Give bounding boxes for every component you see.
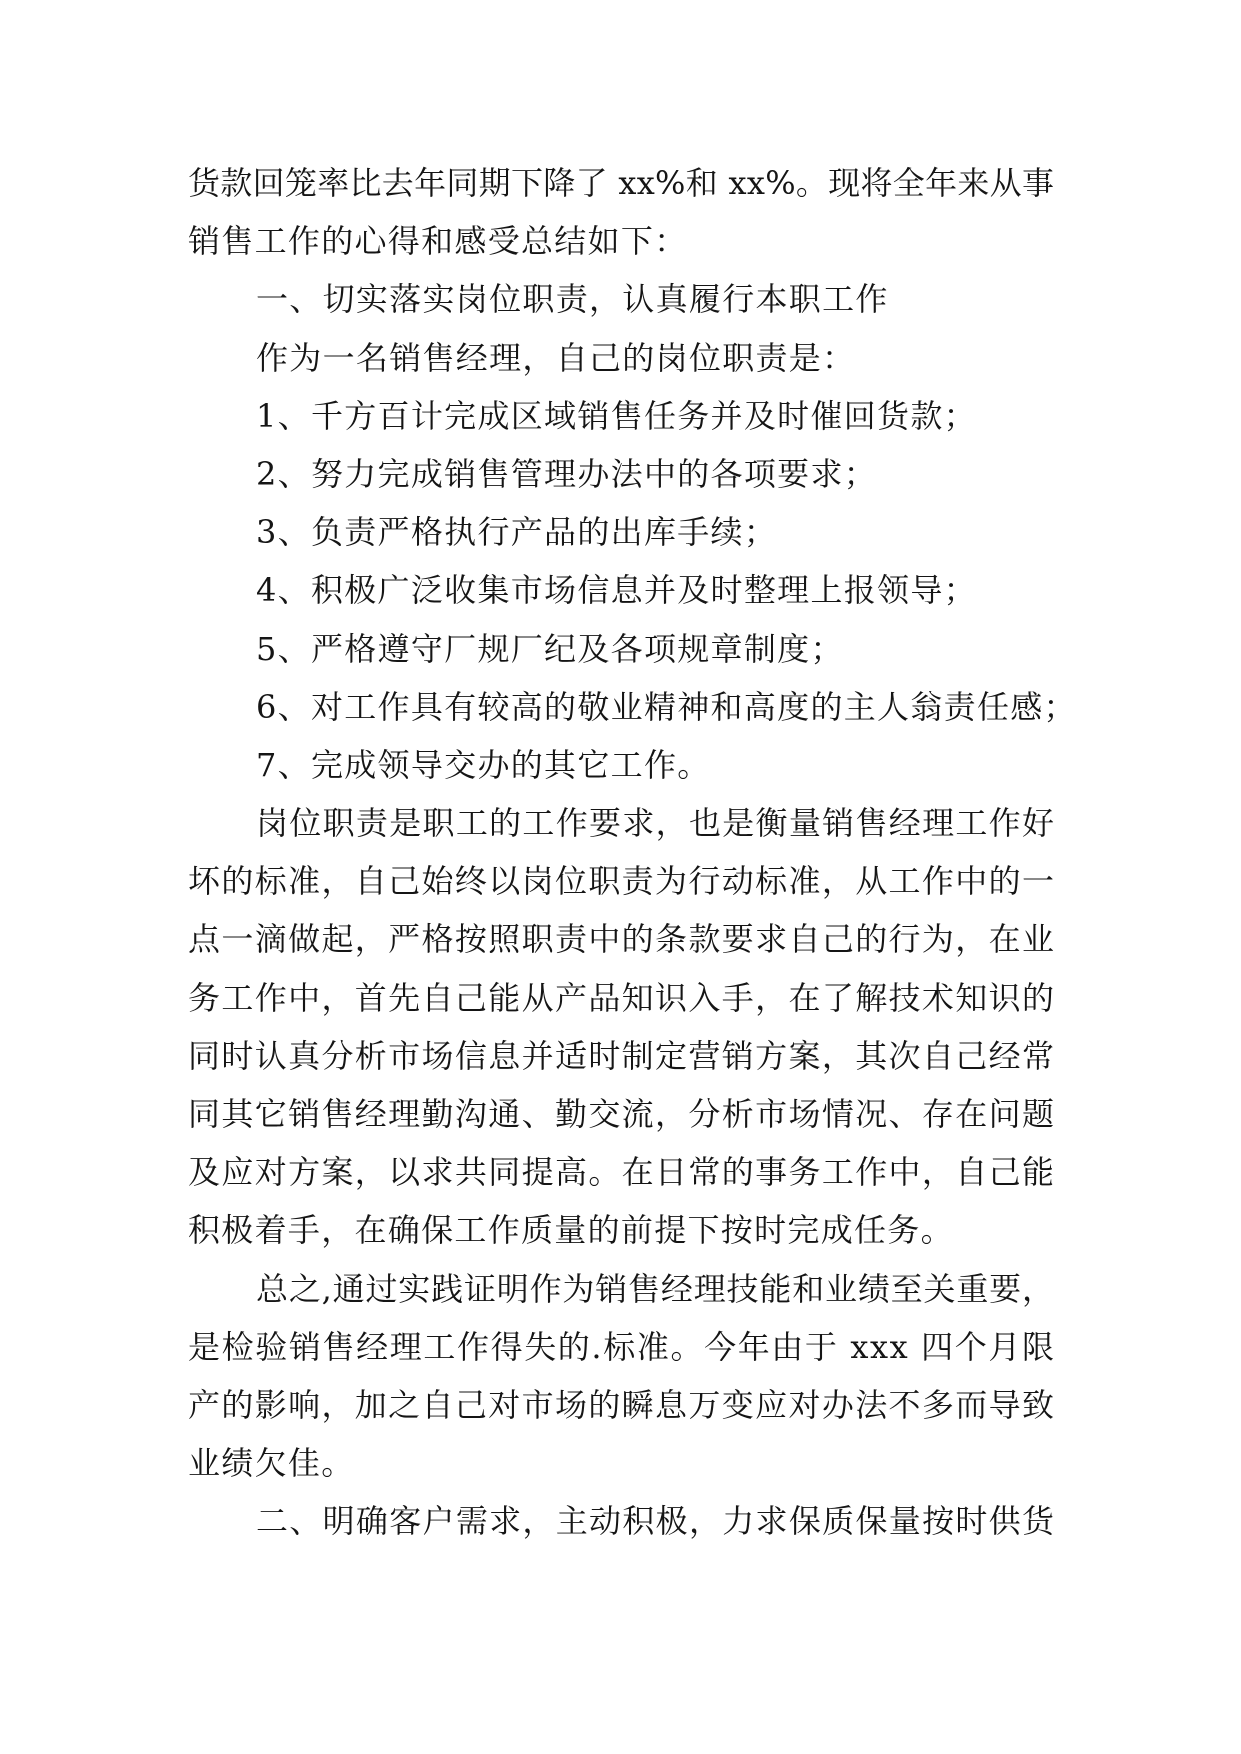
paragraph-line: 货款回笼率比去年同期下降了 xx%和 xx%。现将全年来从事 (188, 164, 1055, 202)
paragraph-line: 业绩欠佳。 (188, 1444, 355, 1483)
paragraph-line: 岗位职责是职工的工作要求，也是衡量销售经理工作好 (256, 804, 1056, 843)
paragraph-line: 务工作中，首先自己能从产品知识入手，在了解技术知识的 (188, 978, 1056, 1017)
paragraph-line: 及应对方案，以求共同提高。在日常的事务工作中，自己能 (188, 1153, 1056, 1192)
duty-item: 1、千方百计完成区域销售任务并及时催回货款； (256, 396, 977, 435)
duty-item: 7、完成领导交办的其它工作。 (256, 745, 711, 784)
duty-item: 6、对工作具有较高的敬业精神和高度的主人翁责任感； (256, 687, 1077, 726)
duties-list (188, 387, 1077, 794)
paragraph-line: 坏的标准，自己始终以岗位职责为行动标准，从工作中的一 (188, 862, 1056, 901)
duty-item: 5、严格遵守厂规厂纪及各项规章制度； (256, 629, 844, 668)
summary-paragraph (188, 1260, 1054, 1493)
paragraph-line: 点一滴做起，严格按照职责中的条款要求自己的行为，在业 (188, 920, 1056, 959)
paragraph-line: 是检验销售经理工作得失的.标准。今年由于 xxx 四个月限 (188, 1327, 1056, 1366)
discussion-paragraph (188, 794, 1054, 1260)
section-heading-1: 一、切实落实岗位职责，认真履行本职工作 (256, 280, 889, 319)
duties-intro: 作为一名销售经理，自己的岗位职责是： (256, 338, 856, 377)
duty-item: 4、积极广泛收集市场信息并及时整理上报领导； (256, 571, 977, 610)
paragraph-line: 积极着手，在确保工作质量的前提下按时完成任务。 (188, 1211, 954, 1250)
section-heading-2: 二、明确客户需求，主动积极，力求保质保量按时供货 (256, 1502, 1056, 1541)
intro-paragraph (188, 154, 1054, 270)
paragraph-line: 同其它销售经理勤沟通、勤交流，分析市场情况、存在问题 (188, 1095, 1056, 1133)
paragraph-line: 总之,通过实践证明作为销售经理技能和业绩至关重要， (256, 1269, 1055, 1308)
document-body (188, 154, 1077, 1551)
paragraph-line: 销售工作的心得和感受总结如下： (188, 222, 688, 261)
paragraph-line: 同时认真分析市场信息并适时制定营销方案，其次自己经常 (188, 1036, 1056, 1075)
duty-item: 2、努力完成销售管理办法中的各项要求； (256, 454, 878, 493)
duty-item: 3、负责严格执行产品的出库手续； (256, 513, 778, 552)
section-2 (188, 1492, 1054, 1550)
paragraph-line: 产的影响，加之自己对市场的瞬息万变应对办法不多而导致 (188, 1385, 1056, 1424)
section-1 (188, 270, 1077, 1492)
